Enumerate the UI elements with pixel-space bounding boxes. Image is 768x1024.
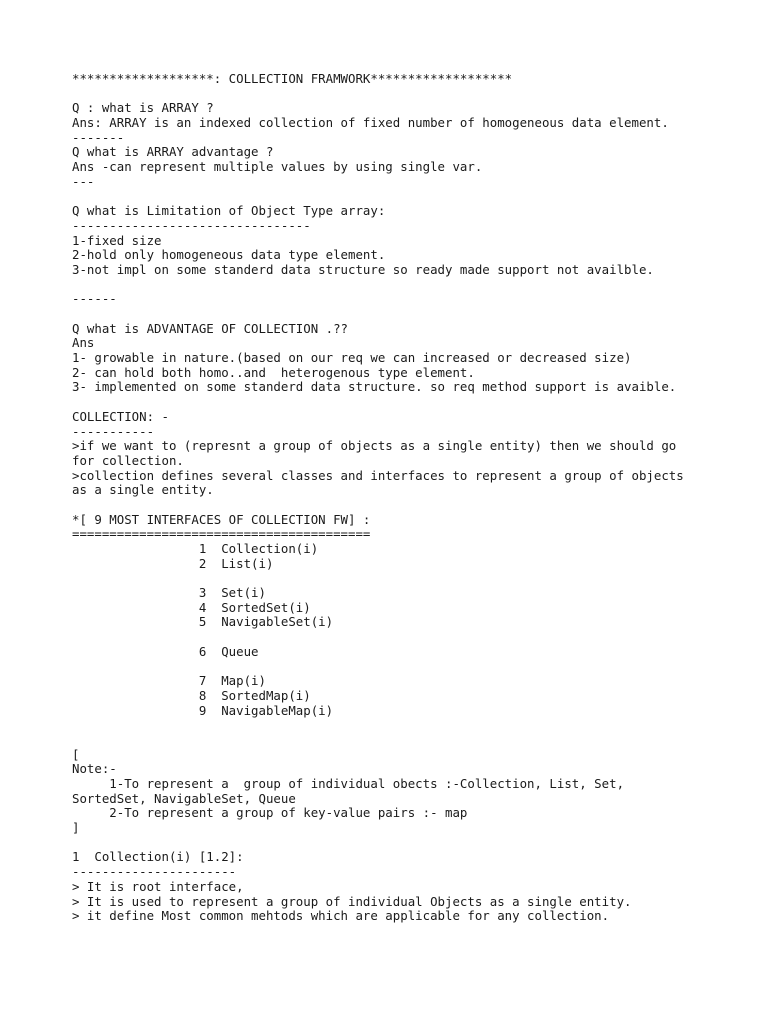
text-line: *******************: COLLECTION FRAMWORK******************* (72, 71, 513, 86)
text-line: 3-not impl on some standerd data structure so ready made support not availble. (72, 261, 654, 277)
text-line (72, 278, 702, 293)
text-line (72, 630, 702, 645)
text-line: ----------- (72, 423, 155, 439)
text-line: --- (72, 173, 95, 189)
text-line: for collection. (72, 452, 184, 468)
text-line: ======================================== (72, 526, 371, 542)
text-line: ---------------------- (72, 864, 237, 880)
text-line (72, 190, 702, 205)
text-line: Q what is Limitation of Object Type array: (72, 203, 386, 219)
text-line: [ (72, 746, 80, 762)
text-line: 3 Set(i) (72, 585, 266, 601)
text-line: -------------------------------- (72, 217, 311, 233)
text-line (72, 718, 702, 733)
text-line: 9 NavigableMap(i) (72, 702, 334, 718)
text-line (72, 395, 702, 410)
text-line: > it define Most common mehtods which are applicable for any collection. (72, 908, 610, 924)
text-line (72, 571, 702, 586)
text-line (72, 660, 702, 675)
document-body (72, 72, 702, 924)
text-line: Ans -can represent multiple values by using single var. (72, 159, 483, 175)
text-line: 3- implemented on some standerd data structure. so req method support is avaible. (72, 379, 677, 395)
text-line: 4 SortedSet(i) (72, 599, 311, 615)
text-line: 8 SortedMap(i) (72, 687, 311, 703)
text-line: SortedSet, NavigableSet, Queue (72, 790, 296, 806)
text-line: COLLECTION: - (72, 408, 169, 424)
text-line: > It is root interface, (72, 878, 244, 894)
text-line: 6 Queue (72, 643, 259, 659)
text-line: *[ 9 MOST INTERFACES OF COLLECTION FW] : (72, 511, 371, 527)
text-line: Q : what is ARRAY ? (72, 100, 214, 116)
text-line: ] (72, 820, 80, 836)
text-line (72, 307, 702, 322)
text-line: Ans: ARRAY is an indexed collection of fixed number of homogeneous data element. (72, 115, 669, 131)
text-line: 2- can hold both homo..and heterogenous type element. (72, 364, 475, 380)
text-line (72, 836, 702, 851)
text-line: >if we want to (represnt a group of objects as a single entity) then we should go (72, 438, 677, 454)
text-line (72, 498, 702, 513)
text-line: >collection defines several classes and interfaces to represent a group of objects (72, 467, 684, 483)
text-line (72, 733, 702, 748)
text-line: Ans (72, 335, 95, 351)
text-line: 1-To represent a group of individual obects :-Collection, List, Set, (72, 776, 625, 791)
text-line: 1- growable in nature.(based on our req we can increased or decreased size) (72, 350, 632, 366)
text-line: ------ (72, 291, 117, 307)
text-line: 1 Collection(i) [1.2]: (72, 849, 244, 865)
text-line: 7 Map(i) (72, 673, 266, 689)
text-line: Q what is ARRAY advantage ? (72, 144, 274, 160)
text-line: 2 List(i) (72, 555, 274, 571)
text-line: Note:- (72, 761, 117, 777)
text-line: Q what is ADVANTAGE OF COLLECTION .?? (72, 320, 349, 336)
text-line: ------- (72, 129, 125, 145)
text-line: > It is used to represent a group of individual Objects as a single entity. (72, 893, 632, 909)
text-line: 2-To represent a group of key-value pairs :- map (72, 805, 468, 821)
text-line (72, 87, 702, 102)
text-line: 1-fixed size (72, 232, 162, 248)
text-line: as a single entity. (72, 482, 214, 498)
text-line: 5 NavigableSet(i) (72, 614, 334, 630)
text-line: 2-hold only homogeneous data type element. (72, 247, 386, 263)
text-line: 1 Collection(i) (72, 541, 319, 556)
